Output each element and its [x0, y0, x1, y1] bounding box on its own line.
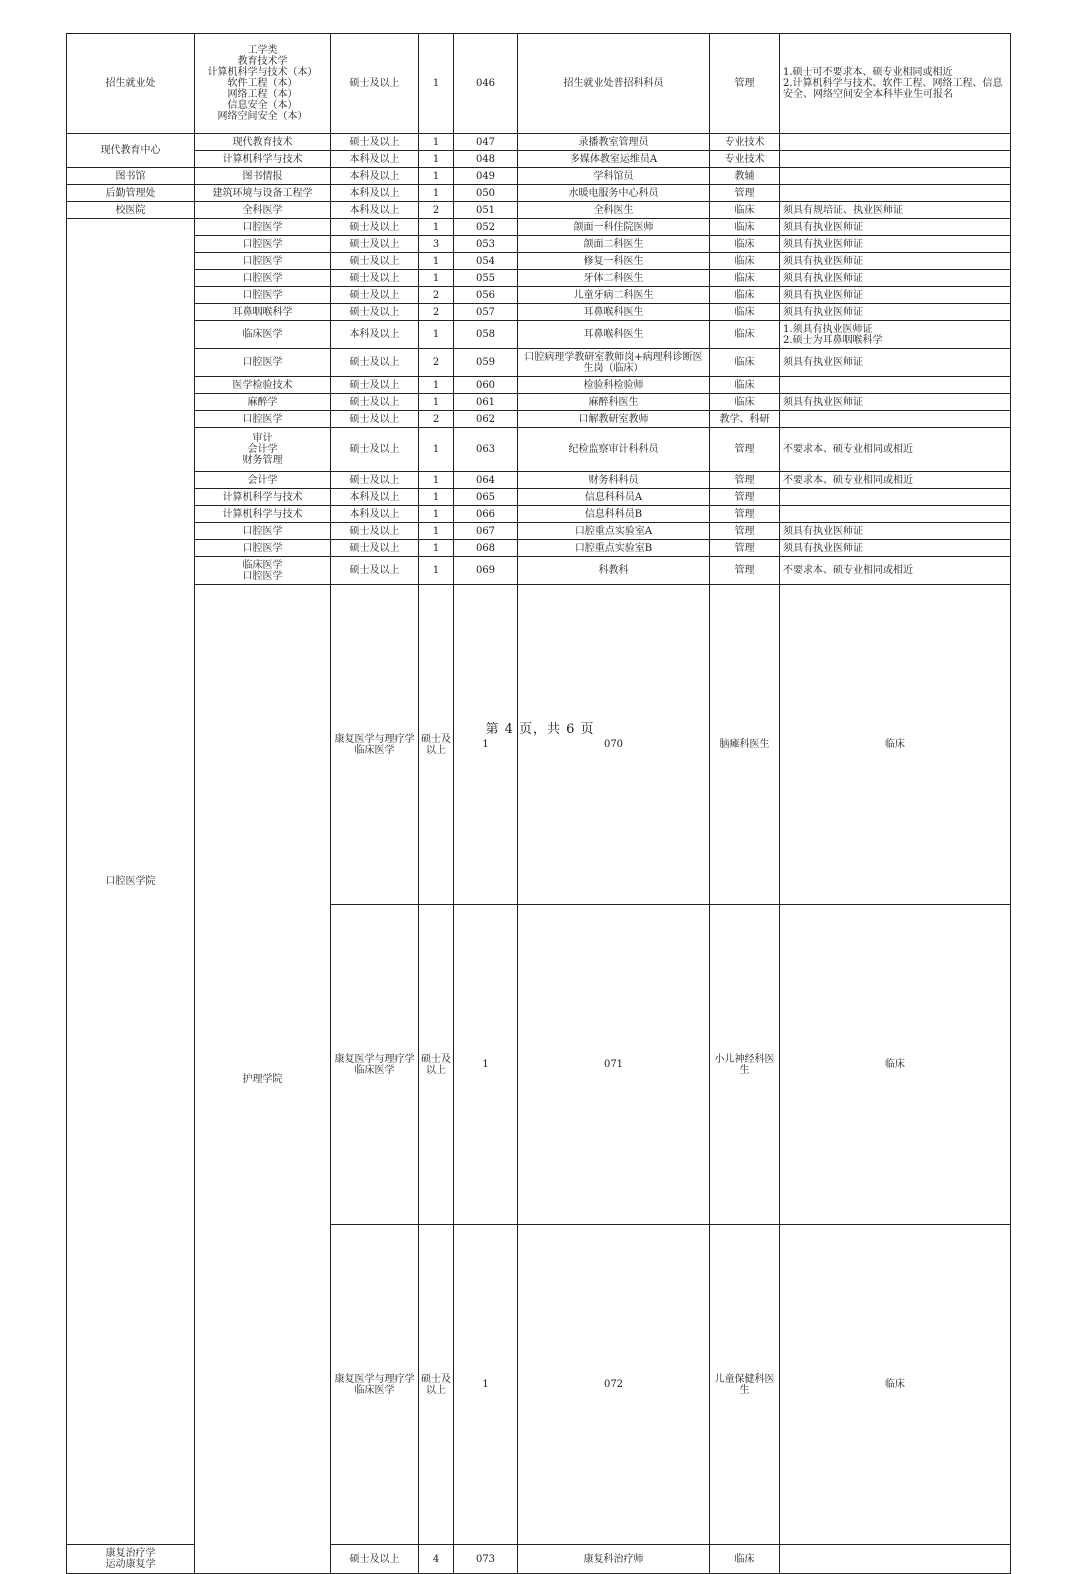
- post-name-cell: 信息科科员A: [518, 489, 710, 506]
- education-cell: 硕士及以上: [331, 134, 419, 151]
- table-row: [67, 411, 1011, 428]
- major-cell: 审计 会计学 财务管理: [195, 428, 331, 472]
- post-name-cell: 口解教研室教师: [518, 411, 710, 428]
- note-cell: 须具有执业医师证: [780, 304, 1011, 321]
- count-cell: 1: [419, 134, 454, 151]
- dept-cell: 图书馆: [67, 168, 195, 185]
- count-cell: 2: [419, 304, 454, 321]
- count-cell: 1: [419, 34, 454, 134]
- post-name-cell: 儿童牙病二科医生: [518, 287, 710, 304]
- post-code-cell: 065: [454, 489, 518, 506]
- table-row: [67, 428, 1011, 472]
- post-name-cell: 检验科检验师: [518, 377, 710, 394]
- post-code-cell: 057: [454, 304, 518, 321]
- count-cell: 2: [419, 411, 454, 428]
- post-type-cell: 专业技术: [710, 134, 780, 151]
- post-name-cell: 儿童保健科医生: [710, 1225, 780, 1545]
- post-type-cell: 管理: [710, 489, 780, 506]
- table-row: [67, 134, 1011, 151]
- post-code-cell: 052: [454, 219, 518, 236]
- post-name-cell: 口腔病理学教研室教师岗+病理科诊断医生岗（临床）: [518, 349, 710, 377]
- count-cell: 1: [419, 185, 454, 202]
- post-type-cell: 临床: [710, 349, 780, 377]
- post-code-cell: 073: [454, 1545, 518, 1574]
- major-cell: 临床医学: [195, 321, 331, 349]
- post-code-cell: 069: [454, 557, 518, 585]
- note-cell: [780, 151, 1011, 168]
- major-cell: 计算机科学与技术: [195, 151, 331, 168]
- post-code-cell: 068: [454, 540, 518, 557]
- post-type-cell: 专业技术: [710, 151, 780, 168]
- major-cell: 康复医学与理疗学 临床医学: [331, 905, 419, 1225]
- table-row: [67, 304, 1011, 321]
- education-cell: 硕士及以上: [331, 219, 419, 236]
- count-cell: 1: [454, 585, 518, 905]
- table-row: [67, 472, 1011, 489]
- count-cell: 1: [419, 168, 454, 185]
- post-type-cell: 临床: [710, 202, 780, 219]
- post-code-cell: 050: [454, 185, 518, 202]
- education-cell: 本科及以上: [331, 506, 419, 523]
- post-code-cell: 047: [454, 134, 518, 151]
- major-cell: 康复医学与理疗学 临床医学: [331, 585, 419, 905]
- table-row: [67, 185, 1011, 202]
- table-row: [67, 270, 1011, 287]
- post-type-cell: 管理: [710, 472, 780, 489]
- post-name-cell: 信息科科员B: [518, 506, 710, 523]
- count-cell: 3: [419, 236, 454, 253]
- count-cell: 1: [419, 151, 454, 168]
- post-name-cell: 小儿神经科医生: [710, 905, 780, 1225]
- post-type-cell: 教辅: [710, 168, 780, 185]
- post-type-cell: 临床: [710, 287, 780, 304]
- post-name-cell: 多媒体教室运维员A: [518, 151, 710, 168]
- post-type-cell: 管理: [710, 34, 780, 134]
- count-cell: 1: [419, 219, 454, 236]
- post-name-cell: 纪检监察审计科科员: [518, 428, 710, 472]
- post-type-cell: 管理: [710, 540, 780, 557]
- post-code-cell: 064: [454, 472, 518, 489]
- post-type-cell: 管理: [710, 557, 780, 585]
- count-cell: 1: [419, 321, 454, 349]
- table-row: [67, 557, 1011, 585]
- education-cell: 硕士及以上: [331, 411, 419, 428]
- major-cell: 口腔医学: [195, 253, 331, 270]
- note-cell: [780, 377, 1011, 394]
- table-row: [67, 321, 1011, 349]
- table-row: [67, 219, 1011, 236]
- education-cell: 本科及以上: [331, 151, 419, 168]
- major-cell: 口腔医学: [195, 270, 331, 287]
- count-cell: 2: [419, 349, 454, 377]
- post-code-cell: 067: [454, 523, 518, 540]
- table-row: [67, 540, 1011, 557]
- post-code-cell: 066: [454, 506, 518, 523]
- education-cell: 本科及以上: [331, 168, 419, 185]
- education-cell: 硕士及以上: [331, 394, 419, 411]
- post-code-cell: 071: [518, 905, 710, 1225]
- education-cell: 本科及以上: [331, 489, 419, 506]
- page-footer: 第 4 页，共 6 页: [485, 722, 595, 737]
- post-type-cell: 管理: [710, 523, 780, 540]
- note-cell: 不要求本、硕专业相同或相近: [780, 472, 1011, 489]
- post-code-cell: 061: [454, 394, 518, 411]
- education-cell: 硕士及以上: [331, 1545, 419, 1574]
- major-cell: 现代教育技术: [195, 134, 331, 151]
- count-cell: 2: [419, 202, 454, 219]
- education-cell: 硕士及以上: [331, 557, 419, 585]
- note-cell: [780, 134, 1011, 151]
- education-cell: 硕士及以上: [331, 270, 419, 287]
- table-row: [67, 585, 1011, 905]
- note-cell: [780, 185, 1011, 202]
- post-code-cell: 049: [454, 168, 518, 185]
- major-cell: 计算机科学与技术: [195, 506, 331, 523]
- major-cell: 耳鼻咽喉科学: [195, 304, 331, 321]
- note-cell: 1.须具有执业医师证 2.硕士为耳鼻咽喉科学: [780, 321, 1011, 349]
- post-type-cell: 临床: [710, 1545, 780, 1574]
- note-cell: [780, 1545, 1011, 1574]
- post-code-cell: 072: [518, 1225, 710, 1545]
- major-cell: 口腔医学: [195, 287, 331, 304]
- note-cell: [780, 506, 1011, 523]
- note-cell: [780, 411, 1011, 428]
- post-name-cell: 全科医生: [518, 202, 710, 219]
- major-cell: 会计学: [195, 472, 331, 489]
- table-body: [67, 34, 1011, 1574]
- count-cell: 1: [419, 394, 454, 411]
- note-cell: 须具有执业医师证: [780, 236, 1011, 253]
- post-code-cell: 054: [454, 253, 518, 270]
- post-type-cell: 临床: [710, 321, 780, 349]
- note-cell: 不要求本、硕专业相同或相近: [780, 557, 1011, 585]
- count-cell: 1: [419, 557, 454, 585]
- count-cell: 1: [419, 472, 454, 489]
- count-cell: 4: [419, 1545, 454, 1574]
- count-cell: 2: [419, 287, 454, 304]
- post-type-cell: 临床: [710, 304, 780, 321]
- major-cell: 全科医学: [195, 202, 331, 219]
- major-cell: 麻醉学: [195, 394, 331, 411]
- note-cell: 须具有执业医师证: [780, 253, 1011, 270]
- major-cell: 医学检验技术: [195, 377, 331, 394]
- table-row: [67, 202, 1011, 219]
- post-type-cell: 临床: [710, 270, 780, 287]
- count-cell: 1: [419, 523, 454, 540]
- table-row: [67, 34, 1011, 134]
- post-type-cell: 临床: [710, 253, 780, 270]
- table-row: [67, 349, 1011, 377]
- table-row: [67, 236, 1011, 253]
- dept-cell: 后勤管理处: [67, 185, 195, 202]
- post-name-cell: 麻醉科医生: [518, 394, 710, 411]
- post-name-cell: 水暖电服务中心科员: [518, 185, 710, 202]
- note-cell: 须具有规培证、执业医师证: [780, 202, 1011, 219]
- major-cell: 建筑环境与设备工程学: [195, 185, 331, 202]
- note-cell: 须具有执业医师证: [780, 540, 1011, 557]
- post-type-cell: 临床: [710, 377, 780, 394]
- count-cell: 1: [419, 428, 454, 472]
- note-cell: 须具有执业医师证: [780, 287, 1011, 304]
- post-name-cell: 康复科治疗师: [518, 1545, 710, 1574]
- education-cell: 硕士及以上: [331, 428, 419, 472]
- post-name-cell: 口腔重点实验室A: [518, 523, 710, 540]
- major-cell: 计算机科学与技术: [195, 489, 331, 506]
- post-name-cell: 口腔重点实验室B: [518, 540, 710, 557]
- education-cell: 硕士及以上: [331, 349, 419, 377]
- post-name-cell: 财务科科员: [518, 472, 710, 489]
- note-cell: [780, 489, 1011, 506]
- table-row: [67, 377, 1011, 394]
- note-cell: 须具有执业医师证: [780, 523, 1011, 540]
- education-cell: 本科及以上: [331, 185, 419, 202]
- education-cell: 硕士及以上: [419, 905, 454, 1225]
- major-cell: 口腔医学: [195, 219, 331, 236]
- post-name-cell: 颌面二科医生: [518, 236, 710, 253]
- education-cell: 硕士及以上: [419, 1225, 454, 1545]
- post-type-cell: 管理: [710, 506, 780, 523]
- note-cell: 须具有执业医师证: [780, 270, 1011, 287]
- dept-cell: 口腔医学院: [67, 219, 195, 1545]
- education-cell: 硕士及以上: [331, 287, 419, 304]
- post-type-cell: 临床: [710, 394, 780, 411]
- major-cell: 口腔医学: [195, 411, 331, 428]
- major-cell: 图书情报: [195, 168, 331, 185]
- education-cell: 硕士及以上: [331, 253, 419, 270]
- note-cell: 须具有执业医师证: [780, 219, 1011, 236]
- post-name-cell: 脑瘫科医生: [710, 585, 780, 905]
- education-cell: 硕士及以上: [419, 585, 454, 905]
- education-cell: 硕士及以上: [331, 523, 419, 540]
- dept-cell: 招生就业处: [67, 34, 195, 134]
- post-code-cell: 059: [454, 349, 518, 377]
- post-type-cell: 临床: [780, 1225, 1011, 1545]
- education-cell: 本科及以上: [331, 202, 419, 219]
- post-name-cell: 录播教室管理员: [518, 134, 710, 151]
- table-row: [67, 523, 1011, 540]
- education-cell: 硕士及以上: [331, 34, 419, 134]
- job-table: [66, 33, 1011, 1574]
- table-row: [67, 489, 1011, 506]
- post-code-cell: 070: [518, 585, 710, 905]
- post-type-cell: 教学、科研: [710, 411, 780, 428]
- count-cell: 1: [419, 506, 454, 523]
- dept-cell: 护理学院: [195, 585, 331, 1574]
- major-cell: 工学类 教育技术学 计算机科学与技术（本） 软件工程（本） 网络工程（本） 信息安全（本） 网络空间安全（本）: [195, 34, 331, 134]
- table-row: [67, 287, 1011, 304]
- post-name-cell: 修复一科医生: [518, 253, 710, 270]
- post-type-cell: 临床: [710, 236, 780, 253]
- post-code-cell: 062: [454, 411, 518, 428]
- post-name-cell: 耳鼻喉科医生: [518, 304, 710, 321]
- note-cell: 须具有执业医师证: [780, 349, 1011, 377]
- post-code-cell: 055: [454, 270, 518, 287]
- post-type-cell: 临床: [780, 905, 1011, 1225]
- post-type-cell: 临床: [780, 585, 1011, 905]
- post-code-cell: 060: [454, 377, 518, 394]
- count-cell: 1: [419, 489, 454, 506]
- post-name-cell: 颌面一科住院医师: [518, 219, 710, 236]
- post-name-cell: 科教科: [518, 557, 710, 585]
- count-cell: 1: [419, 377, 454, 394]
- post-type-cell: 临床: [710, 219, 780, 236]
- post-type-cell: 管理: [710, 428, 780, 472]
- note-cell: 不要求本、硕专业相同或相近: [780, 428, 1011, 472]
- major-cell: 康复医学与理疗学 临床医学: [331, 1225, 419, 1545]
- note-cell: 1.硕士可不要求本、硕专业相同或相近 2.计算机科学与技术、软件工程、网络工程、信息安全、网络空间安全本科毕业生可报名: [780, 34, 1011, 134]
- note-cell: [780, 168, 1011, 185]
- table-row: [67, 506, 1011, 523]
- post-code-cell: 056: [454, 287, 518, 304]
- education-cell: 硕士及以上: [331, 377, 419, 394]
- post-name-cell: 耳鼻喉科医生: [518, 321, 710, 349]
- education-cell: 硕士及以上: [331, 304, 419, 321]
- major-cell: 口腔医学: [195, 523, 331, 540]
- count-cell: 1: [454, 1225, 518, 1545]
- count-cell: 1: [454, 905, 518, 1225]
- post-code-cell: 063: [454, 428, 518, 472]
- post-name-cell: 牙体二科医生: [518, 270, 710, 287]
- post-code-cell: 051: [454, 202, 518, 219]
- education-cell: 硕士及以上: [331, 540, 419, 557]
- table-row: [67, 168, 1011, 185]
- post-name-cell: 招生就业处普招科科员: [518, 34, 710, 134]
- dept-cell: 校医院: [67, 202, 195, 219]
- table-row: [67, 394, 1011, 411]
- major-cell: 康复治疗学 运动康复学: [67, 1545, 195, 1574]
- post-code-cell: 046: [454, 34, 518, 134]
- major-cell: 口腔医学: [195, 349, 331, 377]
- post-type-cell: 管理: [710, 185, 780, 202]
- major-cell: 临床医学 口腔医学: [195, 557, 331, 585]
- education-cell: 硕士及以上: [331, 236, 419, 253]
- post-code-cell: 053: [454, 236, 518, 253]
- count-cell: 1: [419, 253, 454, 270]
- table-row: [67, 151, 1011, 168]
- post-name-cell: 学科馆员: [518, 168, 710, 185]
- dept-cell: 现代教育中心: [67, 134, 195, 168]
- education-cell: 硕士及以上: [331, 472, 419, 489]
- major-cell: 口腔医学: [195, 540, 331, 557]
- table-row: [67, 253, 1011, 270]
- major-cell: 口腔医学: [195, 236, 331, 253]
- count-cell: 1: [419, 270, 454, 287]
- count-cell: 1: [419, 540, 454, 557]
- education-cell: 本科及以上: [331, 321, 419, 349]
- note-cell: 须具有执业医师证: [780, 394, 1011, 411]
- post-code-cell: 058: [454, 321, 518, 349]
- post-code-cell: 048: [454, 151, 518, 168]
